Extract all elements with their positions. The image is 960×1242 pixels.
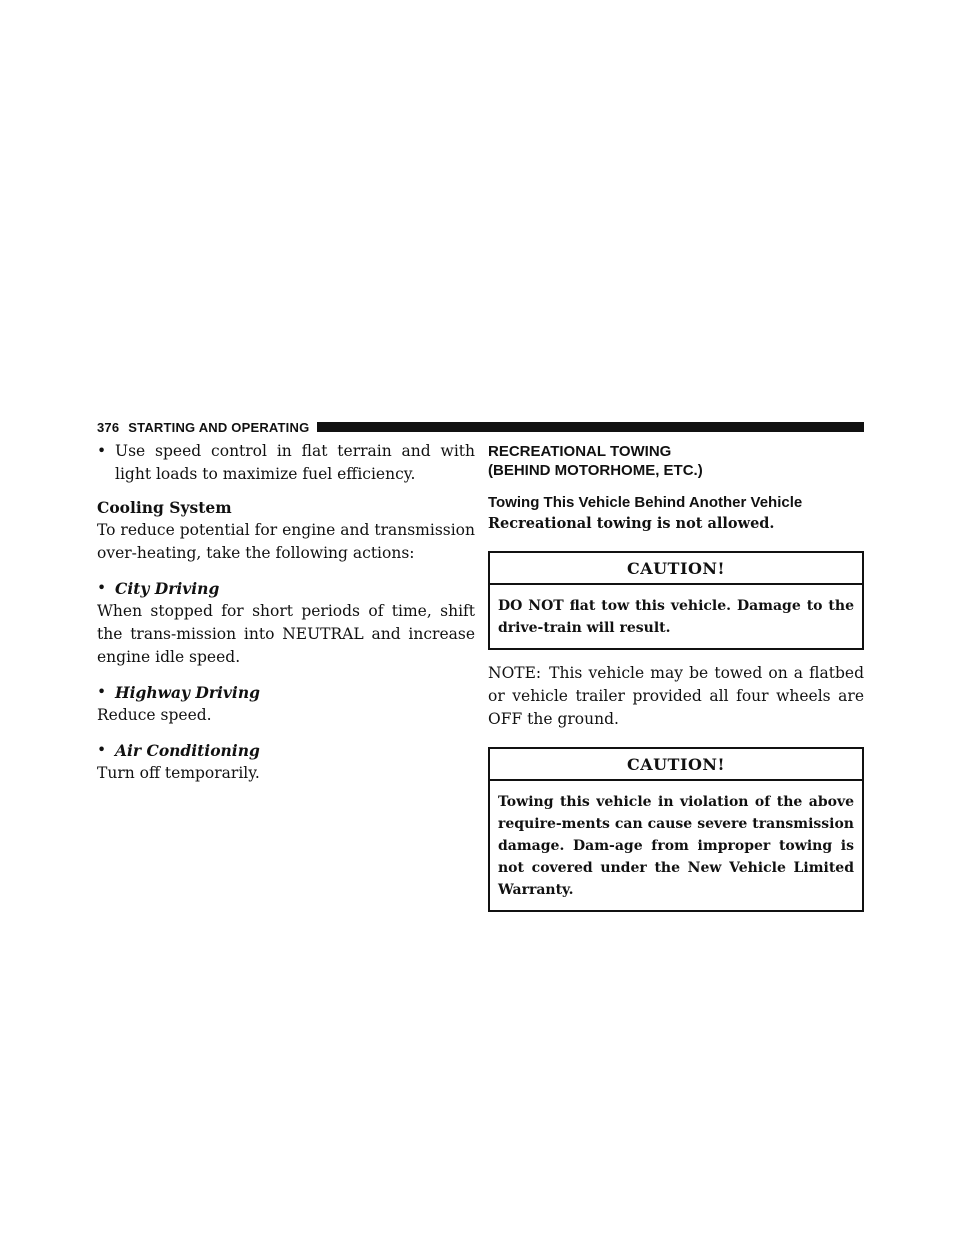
bullet-icon: • xyxy=(97,683,107,701)
recreational-towing-heading xyxy=(488,442,864,480)
bullet-text: Use speed control in flat terrain and with light loads to maximize fuel efficiency. xyxy=(115,442,475,483)
caution-title: CAUTION! xyxy=(490,553,862,585)
bullet-icon: • xyxy=(97,579,107,597)
caution-title: CAUTION! xyxy=(490,749,862,781)
section-title: STARTING AND OPERATING xyxy=(128,419,310,435)
page-number: 376 xyxy=(97,419,120,435)
bullet-speed-control xyxy=(97,440,475,486)
heading-line-2: (BEHIND MOTORHOME, ETC.) xyxy=(488,462,703,479)
item-title: Highway Driving xyxy=(115,683,260,702)
caution-box-2 xyxy=(488,747,864,912)
item-text: When stopped for short periods of time, shift the trans-mission into NEUTRAL and increase engine idle speed. xyxy=(97,602,475,666)
header-rule xyxy=(317,422,864,432)
item-text: Turn off temporarily. xyxy=(97,764,260,782)
bullet-icon: • xyxy=(97,442,107,460)
page-header xyxy=(97,416,864,438)
heading-line-1: RECREATIONAL TOWING xyxy=(488,443,672,460)
item-title: Air Conditioning xyxy=(115,741,260,760)
item-highway-driving xyxy=(97,681,475,704)
caution-box-1 xyxy=(488,551,864,650)
left-column xyxy=(97,440,475,785)
note-label: NOTE: xyxy=(488,664,542,682)
not-allowed-text: Recreational towing is not allowed. xyxy=(488,515,775,532)
cooling-intro: To reduce potential for engine and transmission over-heating, take the following actions: xyxy=(97,521,475,562)
item-text: Reduce speed. xyxy=(97,706,212,724)
bullet-icon: • xyxy=(97,741,107,759)
caution-text: DO NOT flat tow this vehicle. Damage to the drive-train will result. xyxy=(498,598,854,636)
note-text: This vehicle may be towed on a flatbed or vehicle trailer provided all four wheels are OFF the ground. xyxy=(488,664,864,728)
item-air-conditioning xyxy=(97,739,475,762)
note-paragraph xyxy=(488,662,864,731)
caution-text: Towing this vehicle in violation of the above require-ments can cause severe transmission damage. Dam-age from improper towing is not covered under the New Vehicle Limited Warranty. xyxy=(498,794,854,898)
item-city-driving xyxy=(97,577,475,600)
right-column xyxy=(488,440,864,912)
cooling-system-heading: Cooling System xyxy=(97,498,232,517)
item-title: City Driving xyxy=(115,579,220,598)
towing-subheading: Towing This Vehicle Behind Another Vehicle xyxy=(488,494,803,511)
